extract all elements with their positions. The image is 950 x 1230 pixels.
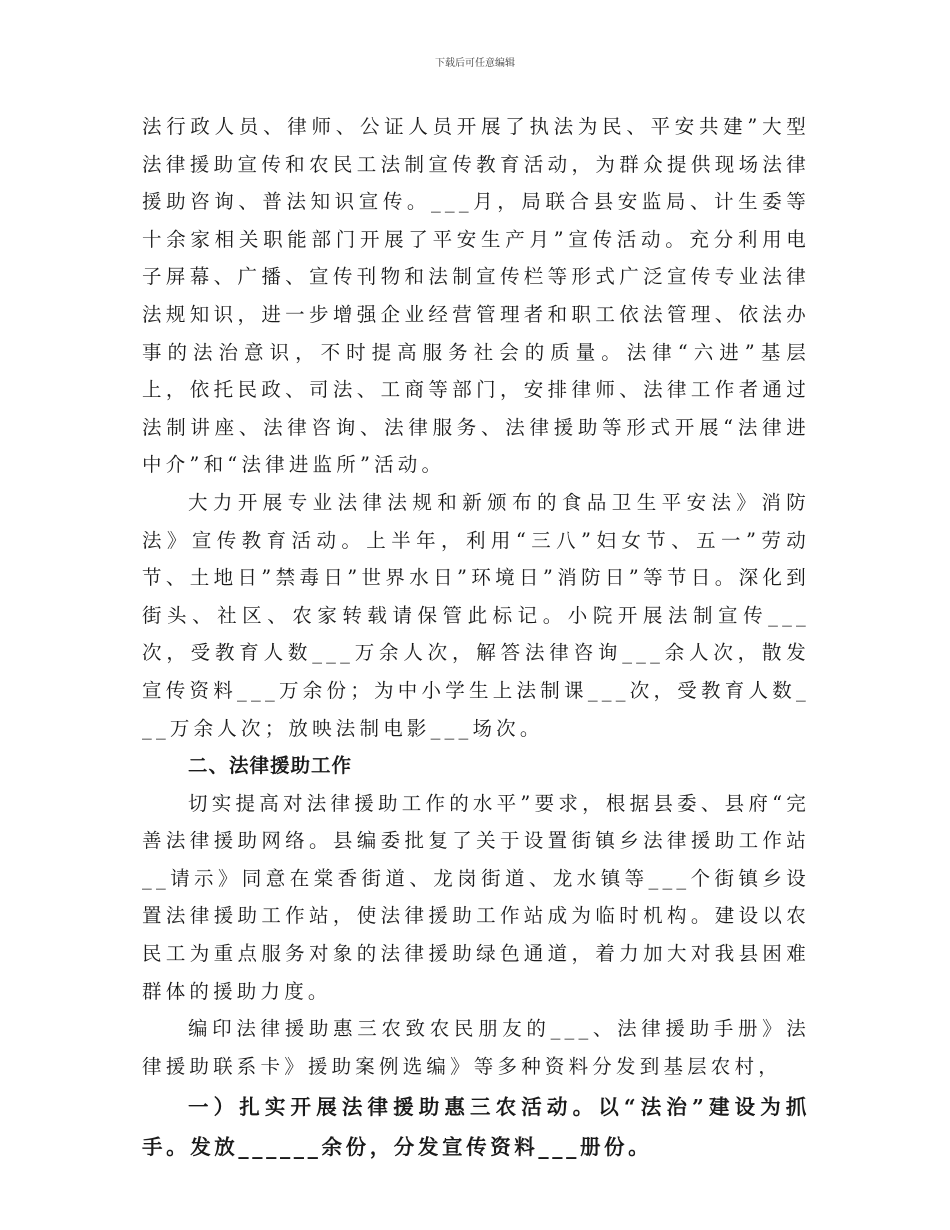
page-header: 下载后可任意编辑: [435, 58, 515, 69]
body-paragraph: 切实提高对法律援助工作的水平”要求，根据县委、县府“完善法律援助网络。县编委批复了关于设置街镇乡法律援助工作站__请示》同意在棠香街道、龙岗街道、龙水镇等___个街镇乡设置法律援助工作站，使法律援助工作站成为临时机构。建设以农民工为重点服务对象的法律援助绿色通道，着力加大对我县困难群体的援助力度。: [142, 791, 810, 1003]
section-heading: 二、法律援助工作: [188, 754, 353, 778]
body-paragraph: 法行政人员、律师、公证人员开展了执法为民、平安共建”大型法律援助宣传和农民工法制宣传教育活动，为群众提供现场法律援助咨询、普法知识宣传。___月，局联合县安监局、计生委等十余家相关职能部门开展了平安生产月”宣传活动。充分利用电子屏幕、广播、宣传刊物和法制宣传栏等形式广泛宣传专业法律法规知识，进一步增强企业经营管理者和职工依法管理、依法办事的法治意识，不时提高服务社会的质量。法律“六进”基层上，依托民政、司法、工商等部门，安排律师、法律工作者通过法制讲座、法律咨询、法律服务、法律援助等形式开展“法律进中介”和“法律进监所”活动。: [142, 115, 810, 477]
body-paragraph: 大力开展专业法律法规和新颁布的食品卫生平安法》消防法》宣传教育活动。上半年，利用“三八”妇女节、五一”劳动节、土地日”禁毒日”世界水日”环境日”消防日”等节日。深化到街头、社区、农家转载请保管此标记。小院开展法制宣传___次，受教育人数___万余人次，解答法律咨询___余人次，散发宣传资料___万余份；为中小学生上法制课___次，受教育人数___万余人次；放映法制电影___场次。: [142, 490, 810, 740]
body-paragraph: 编印法律援助惠三农致农民朋友的___、法律援助手册》法律援助联系卡》援助案例选编》等多种资料分发到基层农村，: [142, 1017, 810, 1078]
bold-subheading-paragraph: 一）扎实开展法律援助惠三农活动。以“法治”建设为抓手。发放______余份，分发宣传资料___册份。: [142, 1095, 810, 1160]
document-body: [142, 108, 810, 1167]
